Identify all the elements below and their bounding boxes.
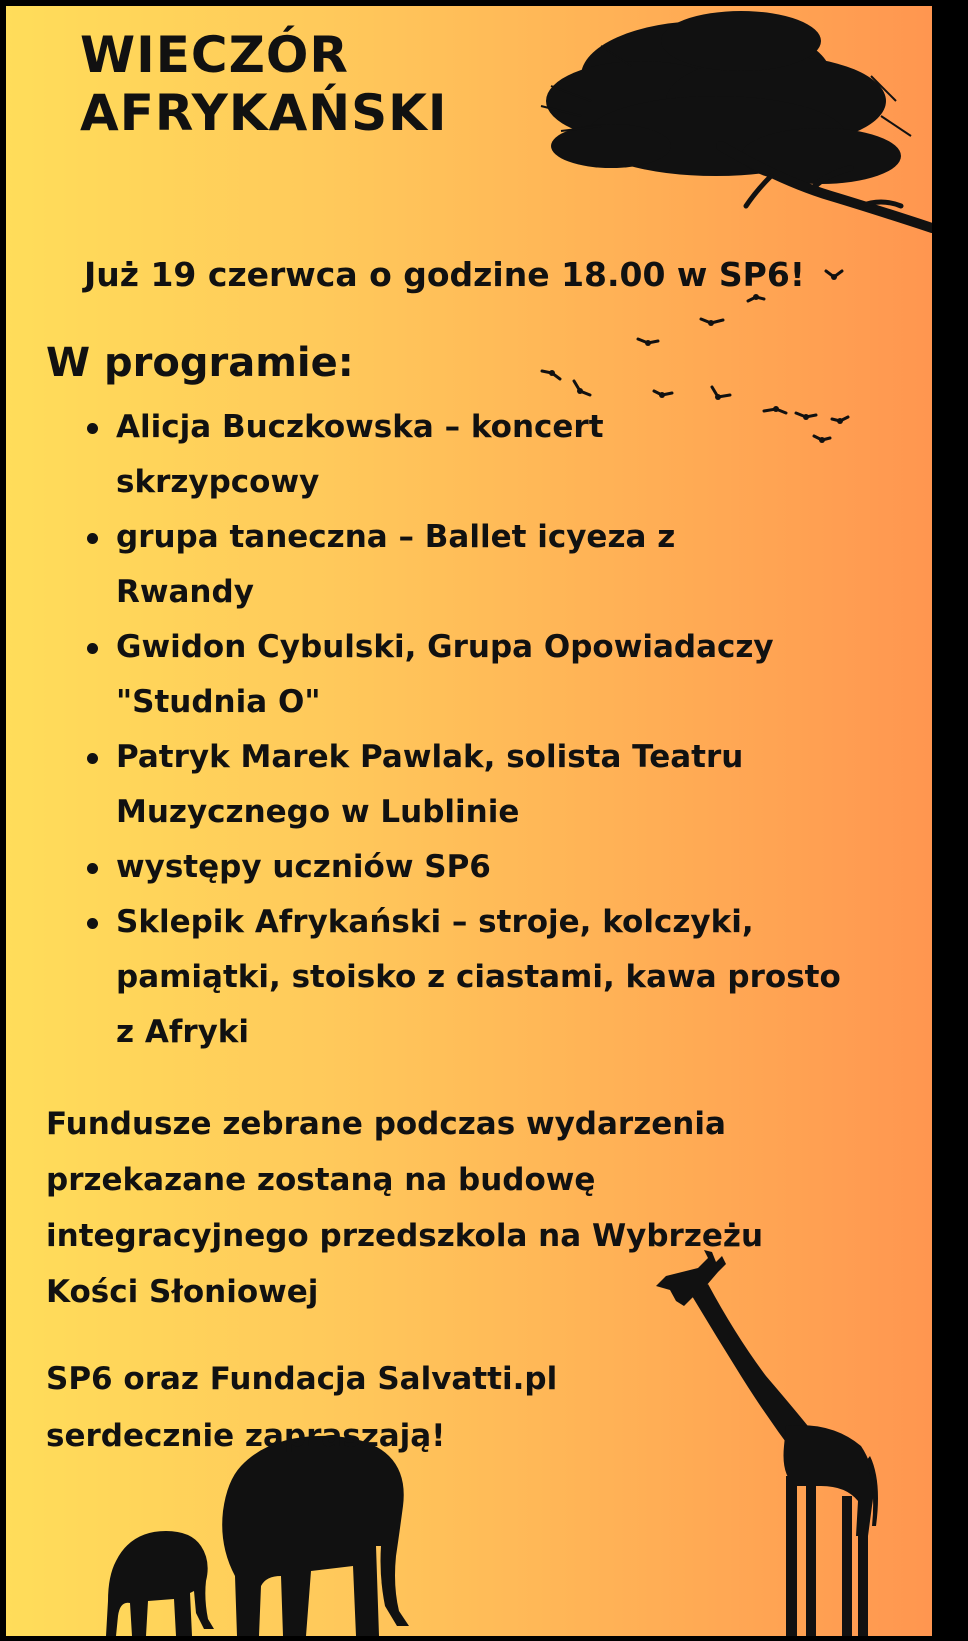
funds-line: przekazane zostaną na budowę: [46, 1162, 596, 1198]
list-item-line: Muzycznego w Lublinie: [116, 794, 520, 830]
list-item: [116, 840, 841, 895]
list-item: [116, 620, 841, 730]
list-item: [116, 510, 841, 620]
list-item-line: grupa taneczna – Ballet icyeza z: [116, 519, 676, 555]
list-item-line: Alicja Buczkowska – koncert: [116, 409, 604, 445]
event-date: Już 19 czerwca o godzine 18.00 w SP6!: [84, 255, 805, 294]
event-title-line-2: AFRYKAŃSKI: [80, 84, 448, 142]
invitation-line: serdecznie zapraszają!: [46, 1418, 446, 1454]
list-item-line: z Afryki: [116, 1014, 250, 1050]
list-item-line: Rwandy: [116, 574, 254, 610]
list-item: [116, 730, 841, 840]
event-title: [80, 26, 447, 142]
list-item-line: występy uczniów SP6: [116, 849, 491, 885]
funds-note: [46, 1096, 763, 1320]
event-title-line-1: WIECZÓR: [80, 26, 349, 84]
list-item: [116, 400, 841, 510]
program-list: [116, 400, 841, 1060]
list-item-line: Patryk Marek Pawlak, solista Teatru: [116, 739, 744, 775]
list-item-line: Sklepik Afrykański – stroje, kolczyki,: [116, 904, 754, 940]
poster: [6, 6, 932, 1636]
program-heading: W programie:: [46, 340, 354, 386]
funds-line: integracyjnego przedszkola na Wybrzeżu: [46, 1218, 764, 1254]
funds-line: Fundusze zebrane podczas wydarzenia: [46, 1106, 726, 1142]
baby-elephant-icon: [106, 1521, 218, 1636]
invitation-line: SP6 oraz Fundacja Salvatti.pl: [46, 1361, 558, 1397]
funds-line: Kości Słoniowej: [46, 1274, 319, 1310]
acacia-tree-icon: [521, 6, 932, 241]
list-item-line: Gwidon Cybulski, Grupa Opowiadaczy: [116, 629, 774, 665]
list-item-line: pamiątki, stoisko z ciastami, kawa prosto: [116, 959, 841, 995]
list-item-line: "Studnia O": [116, 684, 321, 720]
list-item-line: skrzypcowy: [116, 464, 320, 500]
invitation: [46, 1351, 557, 1465]
list-item: [116, 895, 841, 1060]
